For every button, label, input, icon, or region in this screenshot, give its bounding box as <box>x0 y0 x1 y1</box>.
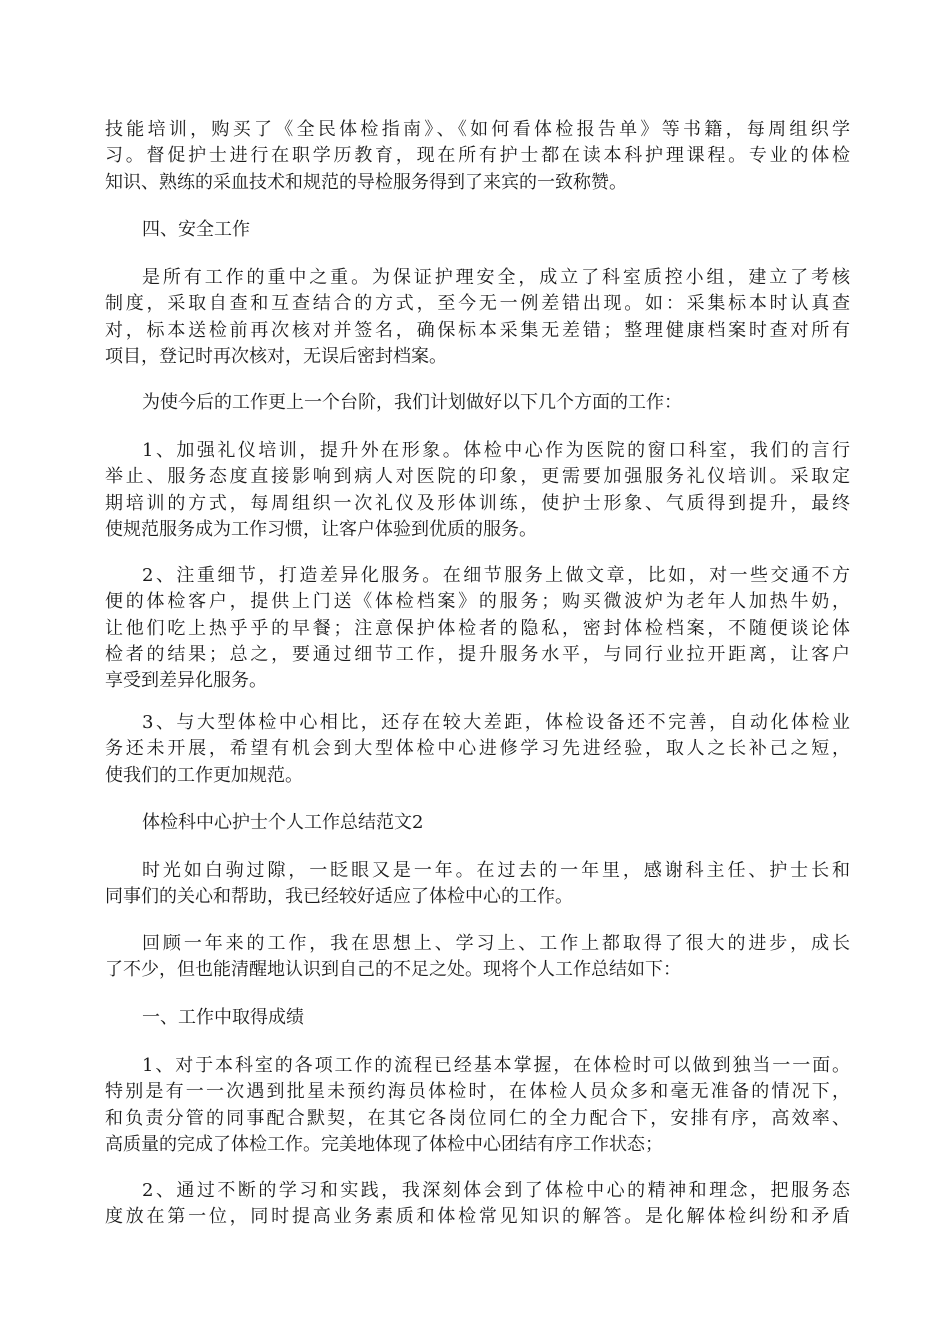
text-line: 制度，采取自查和互查结合的方式，至今无一例差错出现。如：采集标本时认真查 <box>105 293 850 315</box>
text-line: 2、注重细节，打造差异化服务。在细节服务上做文章，比如，对一些交通不方 <box>142 565 850 586</box>
text-line: 是所有工作的重中之重。为保证护理安全，成立了科室质控小组，建立了考核 <box>142 267 850 288</box>
text-line: 回顾一年来的工作，我在思想上、学习上、工作上都取得了很大的进步，成长 <box>142 933 850 954</box>
paragraph-plan-1 <box>105 438 850 543</box>
text-line: 项目，登记时再次核对，无误后密封档案。 <box>105 345 447 367</box>
text-line: 举止、服务态度直接影响到病人对医院的印象，更需要加强服务礼仪培训。采取定 <box>105 466 850 488</box>
text-line: 务还未开展，希望有机会到大型体检中心进修学习先进经验，取人之长补己之短， <box>105 738 850 760</box>
heading-text: 一、工作中取得成绩 <box>142 1007 304 1028</box>
text-line: 使我们的工作更加规范。 <box>105 764 303 786</box>
paragraph-intro-2 <box>105 858 850 911</box>
paragraph-training-continued <box>105 117 850 196</box>
text-line: 和负责分管的同事配合默契，在其它各岗位同仁的全力配合下，安排有序，高效率、 <box>105 1107 850 1129</box>
text-line: 期培训的方式，每周组织一次礼仪及形体训练，使护士形象、气质得到提升，最终 <box>105 492 850 514</box>
text-line: 2、通过不断的学习和实践，我深刻体会到了体检中心的精神和理念，把服务态 <box>142 1180 850 1201</box>
text-line: 特别是有一一次遇到批星未预约海员体检时，在体检人员众多和毫无准备的情况下， <box>105 1081 850 1103</box>
text-line: 1、加强礼仪培训，提升外在形象。体检中心作为医院的窗口科室，我们的言行 <box>142 440 850 461</box>
text-line: 同事们的关心和帮助，我已经较好适应了体检中心的工作。 <box>105 886 573 908</box>
text-line: 享受到差异化服务。 <box>105 670 267 692</box>
paragraph-plan-3 <box>105 710 850 789</box>
text-line: 技能培训，购买了《全民体检指南》、《如何看体检报告单》等书籍，每周组织学 <box>105 119 850 140</box>
text-line: 习。督促护士进行在职学历教育，现在所有护士都在读本科护理课程。专业的体检 <box>105 145 850 167</box>
text-line: 便的体检客户，提供上门送《体检档案》的服务；购买微波炉为老年人加热牛奶， <box>105 591 850 613</box>
paragraph-plan-2 <box>105 563 850 694</box>
text-line: 知识、熟练的采血技术和规范的导检服务得到了来宾的一致称赞。 <box>105 171 627 193</box>
heading-text: 四、安全工作 <box>142 219 250 240</box>
text-line: 度放在第一位，同时提高业务素质和体检常见知识的解答。是化解体检纠纷和矛盾 <box>105 1206 850 1228</box>
title-text: 体检科中心护士个人工作总结范文2 <box>142 812 424 833</box>
paragraph-achievement-1 <box>105 1053 850 1158</box>
text-line: 高质量的完成了体检工作。完美地体现了体检中心团结有序工作状态； <box>105 1133 663 1155</box>
paragraph-plan-intro <box>105 390 850 416</box>
text-line: 3、与大型体检中心相比，还存在较大差距，体检设备还不完善，自动化体检业 <box>142 712 850 733</box>
article-title-2 <box>105 810 850 836</box>
text-line: 对，标本送检前再次核对并签名，确保标本采集无差错；整理健康档案时查对所有 <box>105 319 850 341</box>
text-line: 让他们吃上热乎乎的早餐；注意保护体检者的隐私，密封体检档案，不随便谈论体 <box>105 617 850 639</box>
paragraph-review <box>105 931 850 984</box>
text-line: 检者的结果；总之，要通过细节工作，提升服务水平，与同行业拉开距离，让客户 <box>105 643 850 665</box>
paragraph-achievement-2 <box>105 1178 850 1231</box>
text-line: 了不少，但也能清醒地认识到自己的不足之处。现将个人工作总结如下： <box>105 959 681 981</box>
text-line: 时光如白驹过隙，一眨眼又是一年。在过去的一年里，感谢科主任、护士长和 <box>142 860 850 881</box>
text-line: 为使今后的工作更上一个台阶，我们计划做好以下几个方面的工作： <box>142 392 682 413</box>
section-heading-safety <box>105 217 850 243</box>
section-heading-achievements <box>105 1005 850 1031</box>
text-line: 1、对于本科室的各项工作的流程已经基本掌握，在体检时可以做到独当一一面。 <box>142 1055 850 1076</box>
text-line: 使规范服务成为工作习惯，让客户体验到优质的服务。 <box>105 518 537 540</box>
paragraph-safety <box>105 265 850 370</box>
